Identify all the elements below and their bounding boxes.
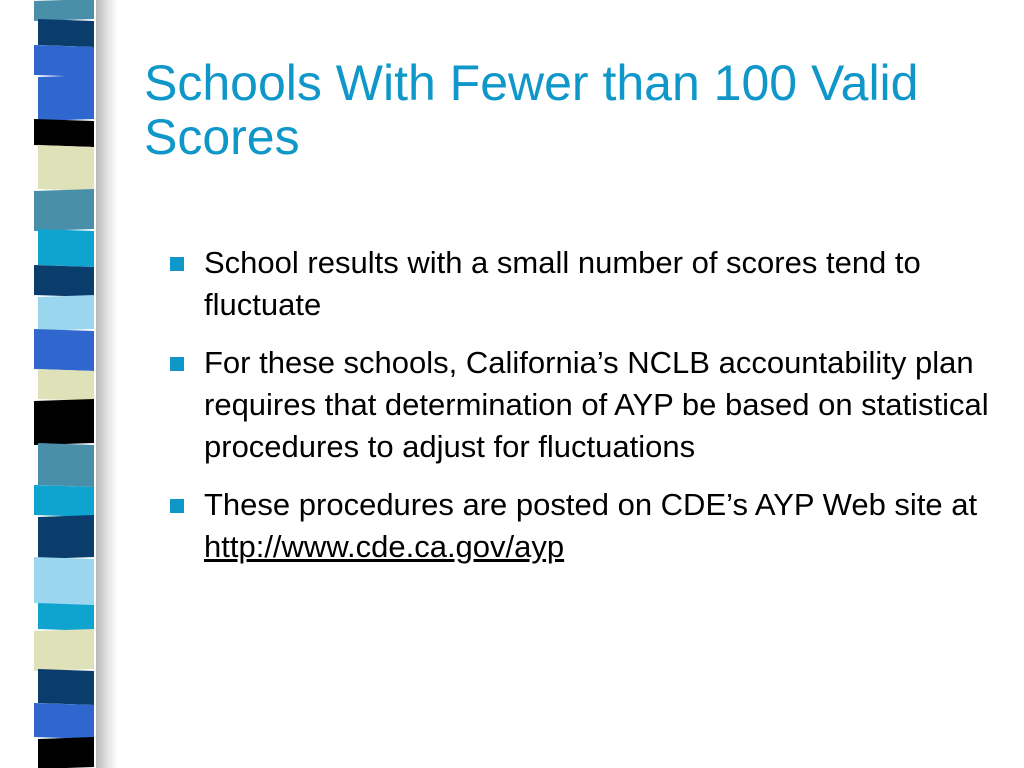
bullet-text: School results with a small number of scores tend to fluctuate xyxy=(204,245,921,322)
stripe-band xyxy=(38,75,94,121)
stripe-band xyxy=(38,603,94,631)
square-bullet-icon xyxy=(170,357,184,371)
stripe-band xyxy=(38,515,94,559)
stripe-band xyxy=(38,229,94,267)
bullet-item xyxy=(168,484,998,568)
stripe-band xyxy=(38,669,94,705)
stripe-shadow xyxy=(96,0,118,768)
stripe-band xyxy=(38,737,94,768)
stripe-band xyxy=(34,629,94,671)
square-bullet-icon xyxy=(170,257,184,271)
bullet-text: These procedures are posted on CDE’s AYP Web site at xyxy=(204,487,978,522)
ayp-website-link[interactable]: http://www.cde.ca.gov/ayp xyxy=(204,529,565,564)
decorative-stripe-bar xyxy=(34,0,96,768)
stripe-band xyxy=(34,557,94,605)
stripe-band xyxy=(34,329,94,371)
stripe-band xyxy=(34,265,94,297)
stripe-band xyxy=(34,0,94,21)
bullet-text: For these schools, California’s NCLB accountability plan requires that determination of AYP be based on statistical procedures to adjust for fluctuations xyxy=(204,345,989,464)
stripe-band xyxy=(34,703,94,739)
stripe-band xyxy=(34,485,94,517)
square-bullet-icon xyxy=(170,499,184,513)
stripe-band xyxy=(34,399,94,445)
stripe-band xyxy=(38,145,94,191)
stripe-band xyxy=(38,443,94,487)
stripe-band xyxy=(38,369,94,401)
bullet-item xyxy=(168,342,998,468)
stripe-band xyxy=(34,189,94,231)
stripe-band xyxy=(38,19,94,47)
slide-title: Schools With Fewer than 100 Valid Scores xyxy=(144,55,919,165)
bullet-list xyxy=(168,242,998,584)
bullet-item xyxy=(168,242,998,326)
stripe-band xyxy=(34,45,94,77)
stripe-band xyxy=(34,119,94,147)
stripe-band xyxy=(38,295,94,331)
